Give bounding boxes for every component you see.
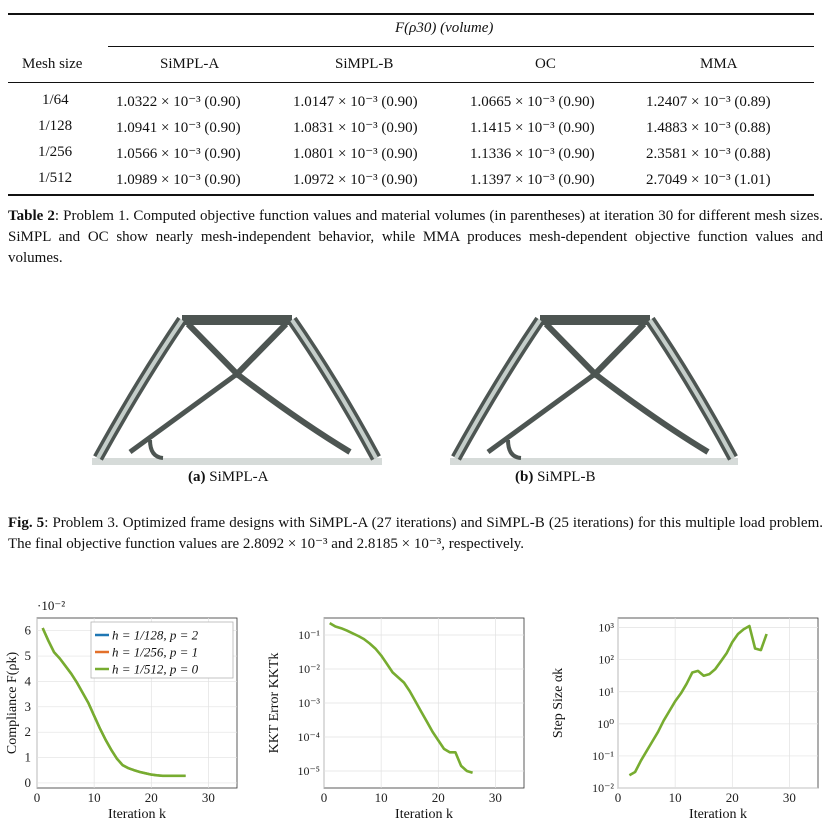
x-tick-label: 10	[668, 790, 682, 805]
frame-design-b	[450, 320, 738, 465]
table-cell: 1.0989 × 10⁻³ (0.90)	[116, 172, 241, 188]
y-tick-label: 2	[24, 724, 31, 740]
x-tick-label: 10	[374, 790, 388, 805]
subfigure-a-tag: (a)	[188, 469, 206, 485]
x-tick-label: 30	[201, 790, 215, 805]
figure-caption	[8, 513, 823, 555]
frame-design-a	[92, 320, 382, 465]
figure-caption-text: : Problem 3. Optimized frame designs with SiMPL-A (27 iterations) and SiMPL-B (25 iterations) for this multiple load problem. The final objective function values are 2.8092 × 10⁻³ and 2.8185 × 10⁻³, respectively.	[8, 515, 823, 552]
table-cell: 1.0941 × 10⁻³ (0.90)	[116, 120, 241, 136]
y-axis-label: KKT Error KKTk	[267, 652, 282, 754]
y-tick-label: 10⁻¹	[298, 628, 320, 642]
subfigure-b-name: SiMPL-B	[537, 469, 596, 485]
x-axis-label: Iteration k	[689, 807, 747, 822]
table-cell: 1.0147 × 10⁻³ (0.90)	[293, 94, 418, 110]
x-axis-label: Iteration k	[108, 807, 166, 822]
y-tick-label: 5	[24, 648, 31, 664]
y-tick-label: 10¹	[598, 684, 614, 699]
y-tick-label: 4	[24, 673, 31, 689]
table-cell-mesh: 1/512	[38, 170, 73, 186]
figure-caption-label: Fig. 5	[8, 515, 45, 531]
table-cell: 1.0322 × 10⁻³ (0.90)	[116, 94, 241, 110]
frame-designs	[0, 312, 830, 472]
x-axis-label: Iteration k	[395, 807, 453, 822]
x-tick-label: 0	[33, 790, 41, 805]
y-scale-note: ·10⁻²	[37, 598, 66, 613]
x-tick-label: 0	[614, 790, 622, 805]
y-tick-label: 6	[24, 622, 31, 638]
x-tick-label: 0	[320, 790, 328, 805]
table-top-rule	[8, 13, 814, 15]
y-tick-label: 10⁻²	[298, 662, 320, 676]
table-cell-mesh: 1/256	[38, 144, 73, 160]
subfigure-a-name: SiMPL-A	[209, 469, 269, 485]
table-mid-rule	[8, 82, 814, 83]
y-tick-label: 10²	[598, 652, 614, 667]
y-tick-label: 10⁻²	[592, 781, 614, 795]
y-tick-label: 0	[24, 774, 31, 790]
step-size-chart	[540, 588, 830, 824]
table-group-rule	[108, 46, 814, 47]
table-cell-mesh: 1/128	[38, 118, 73, 134]
table-bottom-rule	[8, 194, 814, 196]
y-axis-label: Compliance F(ρk)	[5, 651, 20, 755]
y-tick-label: 10⁻⁵	[297, 764, 320, 778]
table-cell: 1.0831 × 10⁻³ (0.90)	[293, 120, 418, 136]
col-header-simpl-a: SiMPL-A	[160, 56, 220, 72]
table-cell: 1.1397 × 10⁻³ (0.90)	[470, 172, 595, 188]
x-tick-label: 20	[725, 790, 739, 805]
y-tick-label: 10⁰	[597, 716, 614, 731]
table-cell: 1.0801 × 10⁻³ (0.90)	[293, 146, 418, 162]
table-cell: 1.0665 × 10⁻³ (0.90)	[470, 94, 595, 110]
table-cell: 1.4883 × 10⁻³ (0.88)	[646, 120, 771, 136]
subfigure-b-tag: (b)	[515, 469, 534, 485]
subfigure-a-label	[188, 469, 268, 486]
table-cell-mesh: 1/64	[42, 92, 69, 108]
legend-entry: h = 1/512, p = 0	[112, 661, 199, 677]
subfigure-b-label	[515, 469, 595, 486]
table-cell: 2.3581 × 10⁻³ (0.88)	[646, 146, 771, 162]
kkt-error-chart	[262, 588, 532, 824]
table-cell: 2.7049 × 10⁻³ (1.01)	[646, 172, 771, 188]
table-cell: 1.0566 × 10⁻³ (0.90)	[116, 146, 241, 162]
table-row-header: Mesh size	[22, 56, 83, 72]
y-tick-label: 10³	[598, 620, 614, 635]
table-group-header: F(ρ30) (volume)	[395, 20, 494, 36]
table-cell: 1.1336 × 10⁻³ (0.90)	[470, 146, 595, 162]
col-header-simpl-b: SiMPL-B	[335, 56, 394, 72]
table-cell: 1.1415 × 10⁻³ (0.90)	[470, 120, 595, 136]
x-tick-label: 20	[431, 790, 445, 805]
table-cell: 1.2407 × 10⁻³ (0.89)	[646, 94, 771, 110]
x-tick-label: 10	[87, 790, 101, 805]
y-tick-label: 3	[24, 698, 31, 714]
table-cell: 1.0972 × 10⁻³ (0.90)	[293, 172, 418, 188]
y-tick-label: 1	[24, 749, 31, 765]
y-tick-label: 10⁻⁴	[297, 730, 320, 744]
legend-entry: h = 1/256, p = 1	[112, 644, 199, 660]
table-caption-label: Table 2	[8, 208, 55, 224]
col-header-mma: MMA	[700, 56, 738, 72]
table-caption-text: : Problem 1. Computed objective function values and material volumes (in parentheses) at iteration 30 for different mesh sizes. SiMPL and OC show nearly mesh-independent behavior, while MMA produces mesh-dependent objective function values and volumes.	[8, 208, 824, 266]
compliance-chart	[0, 588, 260, 824]
plot-frame	[618, 618, 818, 788]
y-tick-label: 10⁻¹	[592, 748, 614, 763]
x-tick-label: 20	[144, 790, 158, 805]
y-tick-label: 10⁻³	[298, 696, 320, 710]
legend-entry: h = 1/128, p = 2	[112, 627, 199, 643]
x-tick-label: 30	[488, 790, 502, 805]
x-tick-label: 30	[782, 790, 796, 805]
y-axis-label: Step Size αk	[551, 667, 566, 739]
col-header-oc: OC	[535, 56, 556, 72]
table-caption	[8, 206, 823, 269]
